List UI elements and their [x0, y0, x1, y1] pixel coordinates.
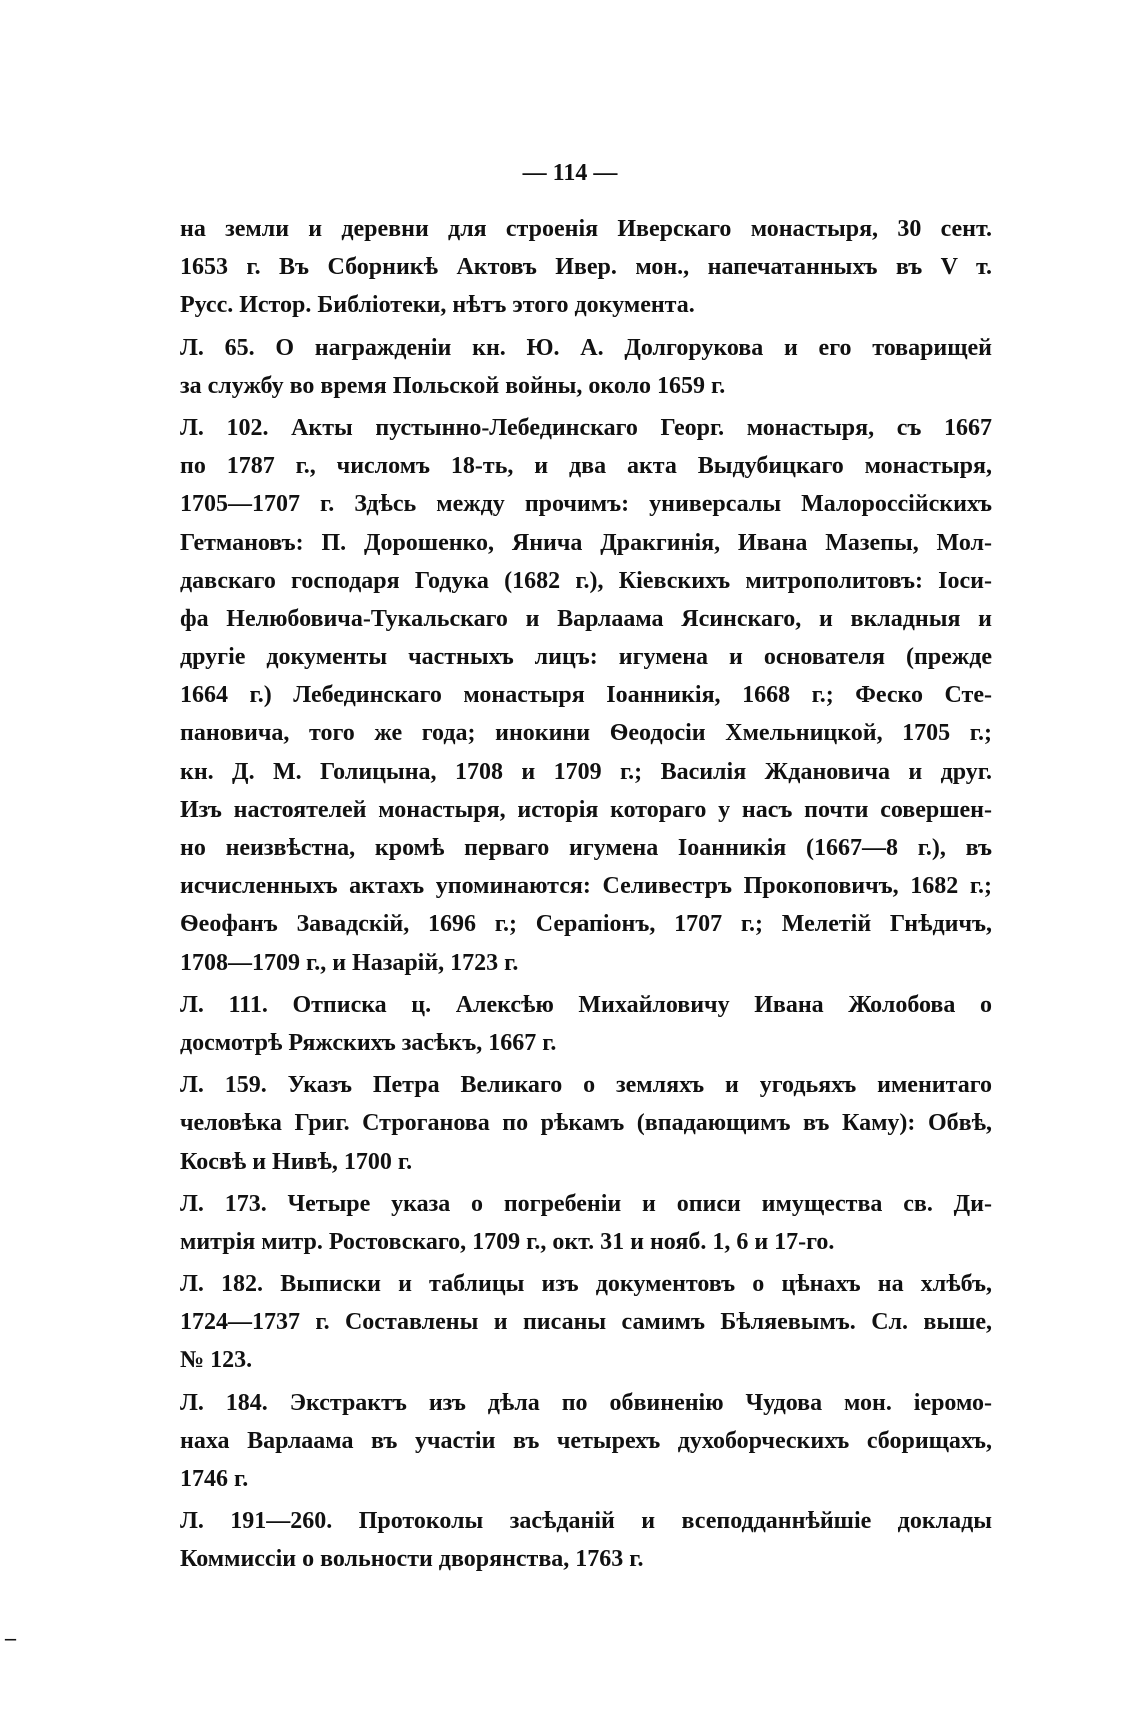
text-line: 1705—1707 г. Здѣсь между прочимъ: универсалы Малороссійскихъ — [180, 491, 992, 518]
text-line: фа Нелюбовича-Тукальскаго и Варлаама Ясинскаго, и вкладныя и — [180, 605, 992, 632]
text-line: Русс. Истор. Библіотеки, нѣтъ этого документа. — [180, 292, 695, 319]
text-line: давскаго господаря Годука (1682 г.), Кіевскихъ митрополитовъ: Іоси- — [180, 567, 992, 594]
paragraph — [180, 986, 992, 1062]
text-line: другіе документы частныхъ лицъ: игумена и основателя (прежде — [180, 644, 992, 671]
paragraph — [180, 1185, 992, 1261]
text-line: Коммиссіи о вольности дворянства, 1763 г. — [180, 1546, 644, 1573]
paragraph — [180, 210, 992, 325]
text-line: на земли и деревни для строенія Иверскаго монастыря, 30 сент. — [180, 216, 992, 242]
paragraph — [180, 329, 992, 405]
paragraph — [180, 1384, 992, 1499]
margin-mark: – — [5, 1625, 16, 1650]
text-line: Гетмановъ: П. Дорошенко, Янича Дракгинія, Ивана Мазепы, Мол- — [180, 529, 992, 556]
text-line: 1664 г.) Лебединскаго монастыря Іоанникія, 1668 г.; Феско Сте- — [180, 682, 992, 709]
text-line: Л. 184. Экстрактъ изъ дѣла по обвиненію Чудова мон. іеромо- — [180, 1389, 992, 1416]
text-line: Л. 159. Указъ Петра Великаго о земляхъ и угодьяхъ именитаго — [180, 1072, 992, 1099]
text-line: наха Варлаама въ участіи въ четырехъ духоборческихъ сборищахъ, — [180, 1427, 992, 1454]
text-line: Л. 102. Акты пустынно-Лебединскаго Георг. монастыря, съ 1667 — [180, 414, 992, 441]
text-line: кн. Д. М. Голицына, 1708 и 1709 г.; Василія Ждановича и друг. — [180, 758, 992, 785]
text-line: по 1787 г., числомъ 18-ть, и два акта Выдубицкаго монастыря, — [180, 453, 992, 480]
paragraph — [180, 1265, 992, 1380]
text-line: митрія митр. Ростовскаго, 1709 г., окт. 31 и нояб. 1, 6 и 17-го. — [180, 1228, 835, 1255]
text-line: Л. 182. Выписки и таблицы изъ документовъ о цѣнахъ на хлѣбъ, — [180, 1271, 992, 1298]
text-line: пановича, того же года; инокини Ѳеодосіи Хмельницкой, 1705 г.; — [180, 720, 992, 747]
text-line: за службу во время Польской войны, около 1659 г. — [180, 372, 726, 399]
text-line: 1724—1737 г. Составлены и писаны самимъ Бѣляевымъ. Сл. выше, — [180, 1309, 992, 1336]
text-line: человѣка Григ. Строганова по рѣкамъ (впадающимъ въ Каму): Обвѣ, — [180, 1110, 992, 1137]
text-line: исчисленныхъ актахъ упоминаются: Селивестръ Прокоповичъ, 1682 г.; — [180, 873, 992, 900]
text-line: 1746 г. — [180, 1466, 249, 1492]
text-line: Изъ настоятелей монастыря, исторія котораго у насъ почти совершен- — [180, 796, 992, 823]
paragraph — [180, 1066, 992, 1181]
text-line: Ѳеофанъ Завадскій, 1696 г.; Серапіонъ, 1707 г.; Мелетій Гнѣдичъ, — [180, 911, 992, 938]
text-line: Л. 191—260. Протоколы засѣданій и всеподданнѣйшіе доклады — [180, 1508, 992, 1535]
text-body — [180, 210, 992, 1579]
paragraph — [180, 1502, 992, 1578]
text-line: но неизвѣстна, кромѣ перваго игумена Іоанникія (1667—8 г.), въ — [180, 835, 992, 861]
text-line: Л. 111. Отписка ц. Алексѣю Михайловичу Ивана Жолобова о — [180, 991, 992, 1018]
text-line: 1708—1709 г., и Назарій, 1723 г. — [180, 949, 519, 976]
text-line: № 123. — [180, 1347, 253, 1374]
text-line: Л. 173. Четыре указа о погребеніи и описи имущества св. Ди- — [180, 1190, 992, 1217]
text-line: Косвѣ и Нивѣ, 1700 г. — [180, 1148, 413, 1175]
text-line: Л. 65. О награжденіи кн. Ю. А. Долгорукова и его товарищей — [180, 334, 992, 361]
text-line: досмотрѣ Ряжскихъ засѣкъ, 1667 г. — [180, 1029, 557, 1056]
text-line: 1653 г. Въ Сборникѣ Актовъ Ивер. мон., напечатанныхъ въ V т. — [180, 254, 992, 281]
page-number: — 114 — — [522, 160, 618, 186]
paragraph — [180, 409, 992, 982]
